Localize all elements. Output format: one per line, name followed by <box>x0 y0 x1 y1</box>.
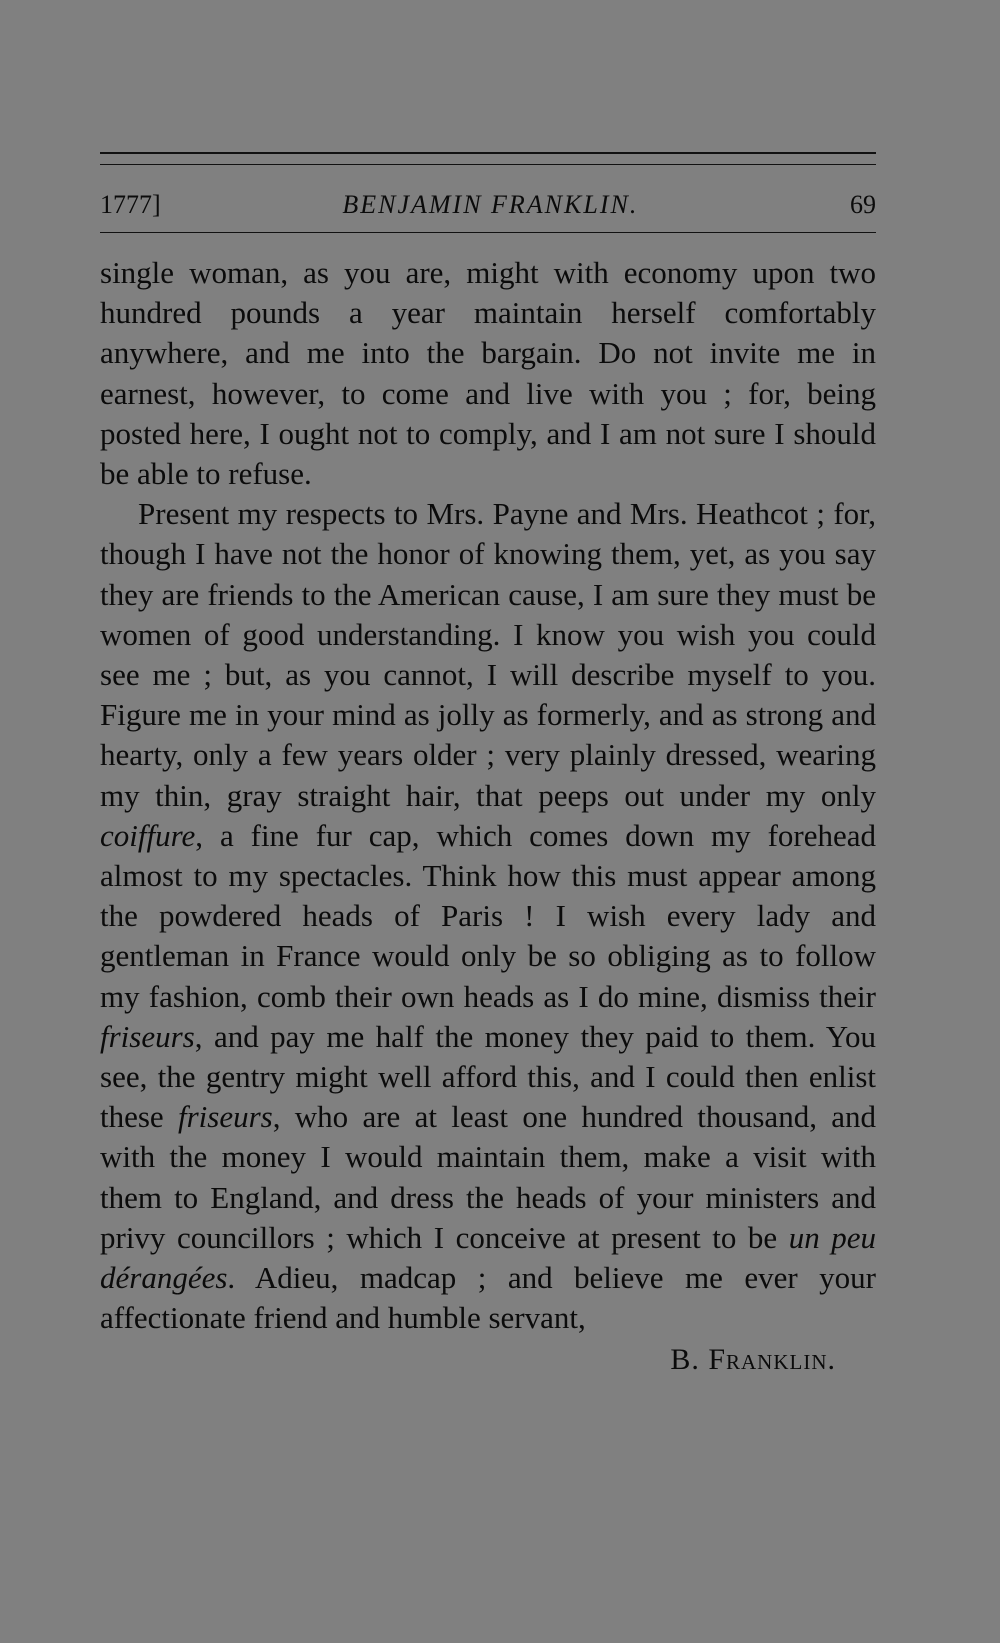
paragraph-1 <box>100 253 876 494</box>
italic-phrase: friseurs <box>100 1018 195 1054</box>
text-run: single woman, as you are, might with economy upon two hundred pounds a year maintain herself comfortably anywhere, and me into the bargain. Do not invite me in earnest, however, to come and live with you ; for, being posted here, I ought not to comply, and I am not sure I should be able to refuse. <box>100 255 876 492</box>
italic-phrase: un peu dérangées <box>100 1219 876 1296</box>
text-run: , a fine fur cap, which comes down my forehead almost to my spectacles. Think how this must appear among the powdered heads of Paris ! I wish every lady and gentleman in France would only be so obliging as to follow my fashion, comb their own heads as I do mine, dismiss their <box>100 817 876 1014</box>
header-title: BENJAMIN FRANKLIN. <box>342 190 639 219</box>
italic-phrase: coiffure <box>100 817 196 853</box>
book-page <box>100 152 876 1380</box>
text-run: , who are at least one hundred thousand, and with the money I would maintain them, make a visit with them to England, and dress the heads of your ministers and privy councillors ; which I conceive at present to be <box>100 1099 876 1255</box>
italic-phrase: friseurs <box>177 1099 273 1135</box>
paragraph-2 <box>100 494 876 1338</box>
text-run: , and pay me half the money they paid to them. You see, the gentry might well afford this, and I could then enlist these <box>100 1018 876 1135</box>
header-year: 1777] <box>100 190 161 219</box>
page-number: 69 <box>850 190 876 219</box>
running-head <box>100 190 876 220</box>
header-rule <box>100 232 876 233</box>
text-run: . Adieu, madcap ; and believe me ever your affectionate friend and humble servant, <box>100 1260 876 1336</box>
text-run: Present my respects to Mrs. Payne and Mrs. Heathcot ; for, though I have not the honor of knowing them, yet, as you say they are friends to the American cause, I am sure they must be women of good understanding. I know you wish you could see me ; but, as you cannot, I will describe myself to you. Figure me in your mind as jolly as formerly, and as strong and hearty, only a few years older ; very plainly dressed, wearing my thin, gray straight hair, that peeps out under my only <box>100 496 876 813</box>
letter-body <box>100 253 876 1338</box>
header-double-rule <box>100 152 876 165</box>
signature: B. Franklin. <box>670 1343 836 1377</box>
